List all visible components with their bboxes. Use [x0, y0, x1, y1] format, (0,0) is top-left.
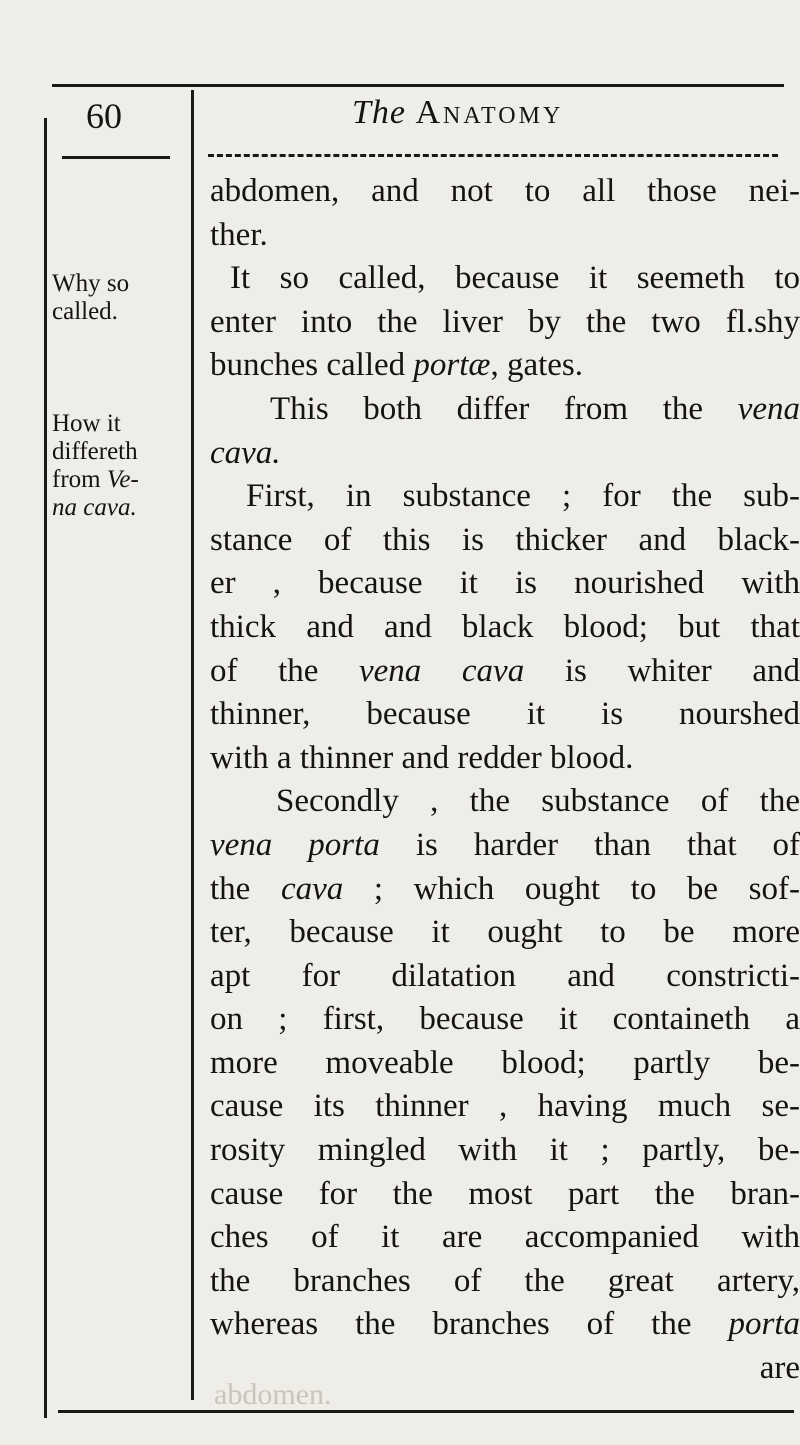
text-segment: abdomen, and not to all those nei-: [210, 173, 800, 209]
margin-column-rule: [191, 90, 194, 1400]
text-segment: thick and and black blood; but that: [210, 608, 800, 645]
running-head-prefix: The: [352, 94, 406, 131]
body-line: [210, 1303, 800, 1347]
text-segment: ther.: [210, 216, 268, 253]
text-segment: First, in substance ; for the sub-: [246, 478, 800, 515]
body-line: [210, 257, 800, 301]
running-head: [352, 96, 563, 130]
italic-segment: porta: [728, 1306, 800, 1343]
left-border-rule: [44, 118, 47, 1418]
text-segment: stance of this is thicker and black-: [210, 521, 800, 558]
text-segment: is harder than that of: [379, 826, 800, 863]
body-line: [210, 1042, 800, 1086]
margin-note-line: [52, 466, 184, 494]
text-segment: cause its thinner , having much se-: [210, 1088, 800, 1125]
body-line: [210, 780, 800, 824]
margin-note-line: Why so: [52, 270, 130, 297]
body-line: [210, 868, 800, 912]
body-line: [210, 475, 800, 519]
body-line: [210, 301, 800, 345]
bottom-rule: [58, 1410, 794, 1413]
body-line: [210, 1085, 800, 1129]
text-segment: with a thinner and redder blood.: [210, 739, 634, 776]
italic-segment: vena porta: [210, 826, 380, 863]
text-segment: rosity mingled with it ; partly, be-: [210, 1132, 800, 1169]
margin-note-why-so-called: [52, 270, 184, 326]
body-line: [210, 650, 800, 694]
text-segment: of the: [210, 652, 360, 689]
body-text: [210, 170, 800, 1391]
italic-segment: vena cava: [359, 652, 525, 689]
body-line: [210, 911, 800, 955]
body-line: [210, 955, 800, 999]
text-segment: cause for the most part the bran-: [210, 1175, 800, 1212]
body-line: [210, 1260, 800, 1304]
text-segment: enter into the liver by the two fl.shy: [210, 303, 800, 340]
running-head-title: Anatomy: [415, 94, 564, 131]
text-segment: It so called, because it seemeth to: [230, 260, 800, 297]
body-line: [210, 1129, 800, 1173]
body-line: [210, 562, 800, 606]
margin-note-italic: na cava.: [52, 494, 137, 521]
text-segment: thinner, because it is nourshed: [210, 696, 800, 733]
body-line: [210, 214, 800, 258]
margin-note-line: [52, 494, 184, 522]
text-segment: ; which ought to be sof-: [343, 870, 800, 907]
text-segment: the: [210, 870, 281, 907]
text-segment: bunches called: [210, 347, 414, 384]
text-segment: , gates.: [490, 347, 584, 384]
text-segment: ches of it are accompanied with: [210, 1219, 800, 1256]
body-line: [210, 432, 800, 476]
bleed-through-text: abdomen.: [214, 1378, 332, 1411]
margin-note-italic: Ve-: [106, 466, 139, 493]
text-segment: are: [759, 1350, 800, 1387]
italic-segment: cava.: [210, 434, 281, 471]
margin-note-line: How it: [52, 410, 121, 437]
body-line: [210, 519, 800, 563]
margin-note-how-it-differeth: [52, 410, 184, 522]
running-head-rule: [208, 154, 778, 157]
body-line: [210, 693, 800, 737]
margin-note-line: called.: [52, 298, 118, 325]
text-segment: This both differ from the: [270, 390, 738, 427]
page-number-rule: [62, 156, 170, 159]
text-segment: er , because it is nourished with: [210, 565, 800, 602]
body-line: [210, 1216, 800, 1260]
top-rule: [52, 84, 784, 87]
margin-note-line: differeth: [52, 438, 138, 465]
text-segment: Secondly , the substance of the: [276, 783, 800, 820]
body-line: [210, 737, 800, 781]
body-line: [210, 824, 800, 868]
body-line: [210, 344, 800, 388]
italic-segment: cava: [280, 870, 344, 907]
body-line: [210, 170, 800, 214]
text-segment: the branches of the great artery,: [210, 1262, 800, 1299]
page-number: 60: [86, 96, 122, 136]
margin-note-fragment: from: [52, 466, 107, 493]
italic-segment: vena: [737, 390, 800, 427]
text-segment: ter, because it ought to be more: [210, 914, 800, 951]
body-line: [210, 998, 800, 1042]
text-segment: apt for dilatation and constricti-: [210, 957, 800, 994]
text-segment: whereas the branches of the: [210, 1306, 729, 1343]
body-line: [210, 388, 800, 432]
body-line: [210, 606, 800, 650]
text-segment: more moveable blood; partly be-: [210, 1044, 800, 1081]
italic-segment: portæ: [413, 347, 491, 384]
text-segment: on ; first, because it containeth a: [210, 1001, 800, 1038]
text-segment: is whiter and: [524, 652, 800, 689]
body-line: [210, 1173, 800, 1217]
